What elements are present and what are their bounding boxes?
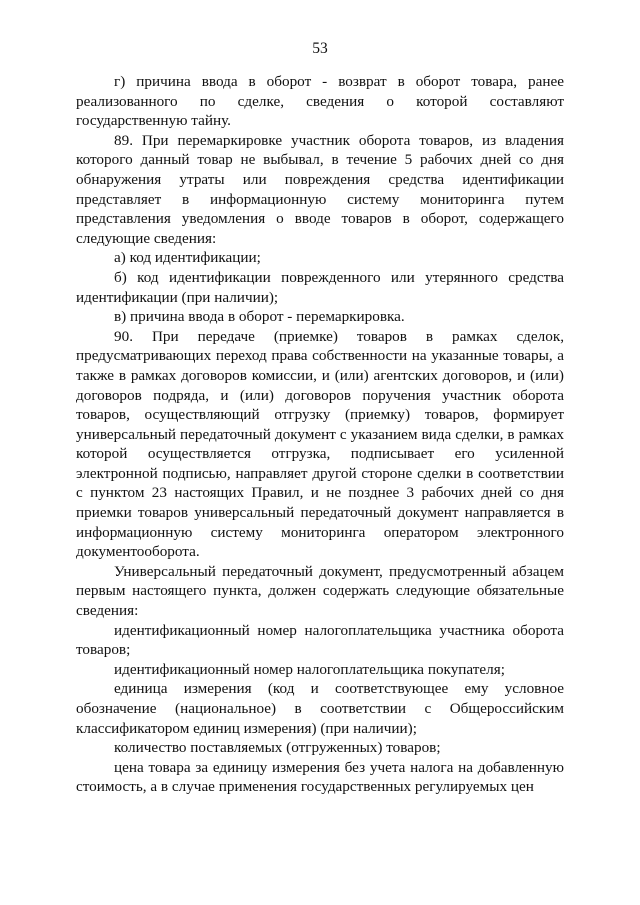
paragraph-inn-participant: идентификационный номер налогоплательщика участника оборота товаров; (76, 621, 564, 659)
paragraph-90-transfer: 90. При передаче (приемке) товаров в рамках сделок, предусматривающих переход права собственности на указанные товары, а также в рамках договоров комиссии, и (или) агентских договоров, и (или) договоров подряда, и (или) договоров поручения участник оборота товаров, осуществляющий отгрузку (приемку) товаров, формирует универсальный передаточный документ с указанием вида сделки, в рамках которой осуществляется отгрузка, подписывает его усиленной электронной подписью, направляет другой стороне сделки в соответствии с пунктом 23 настоящих Правил, и не позднее 3 рабочих дней со дня приемки товаров универсальный передаточный документ направляется в информационную систему мониторинга оператором электронного документооборота. (76, 327, 564, 561)
paragraph-upd-required-info: Универсальный передаточный документ, предусмотренный абзацем первым настоящего пункта, должен содержать следующие обязательные сведения: (76, 562, 564, 620)
paragraph-89-remarking: 89. При перемаркировке участник оборота товаров, из владения которого данный товар не выбывал, в течение 5 рабочих дней со дня обнаружения утраты или повреждения средства идентификации представляет в информационную систему мониторинга путем представления уведомления о вводе товаров в оборот, содержащего следующие сведения: (76, 131, 564, 247)
paragraph-a-identification-code: а) код идентификации; (114, 249, 261, 267)
paragraph-b-damaged-code: б) код идентификации поврежденного или утерянного средства идентификации (при наличии); (76, 268, 564, 306)
paragraph-unit-price: цена товара за единицу измерения без учета налога на добавленную стоимость, а в случае применения государственных регулируемых цен (76, 758, 564, 796)
paragraph-unit-of-measure: единица измерения (код и соответствующее ему условное обозначение (национальное) в соответствии с Общероссийским классификатором единиц измерения) (при наличии); (76, 680, 564, 737)
paragraph-g-reason-return: г) причина ввода в оборот - возврат в оборот товара, ранее реализованного по сделке, сведения о которой составляют государственную тайну. (76, 73, 564, 130)
document-body (76, 72, 564, 797)
paragraph-quantity: количество поставляемых (отгруженных) товаров; (114, 739, 441, 757)
paragraph-v-reason-remarking: в) причина ввода в оборот - перемаркировка. (114, 308, 405, 326)
paragraph-inn-buyer: идентификационный номер налогоплательщика покупателя; (114, 660, 505, 678)
page-number: 53 (312, 40, 328, 57)
